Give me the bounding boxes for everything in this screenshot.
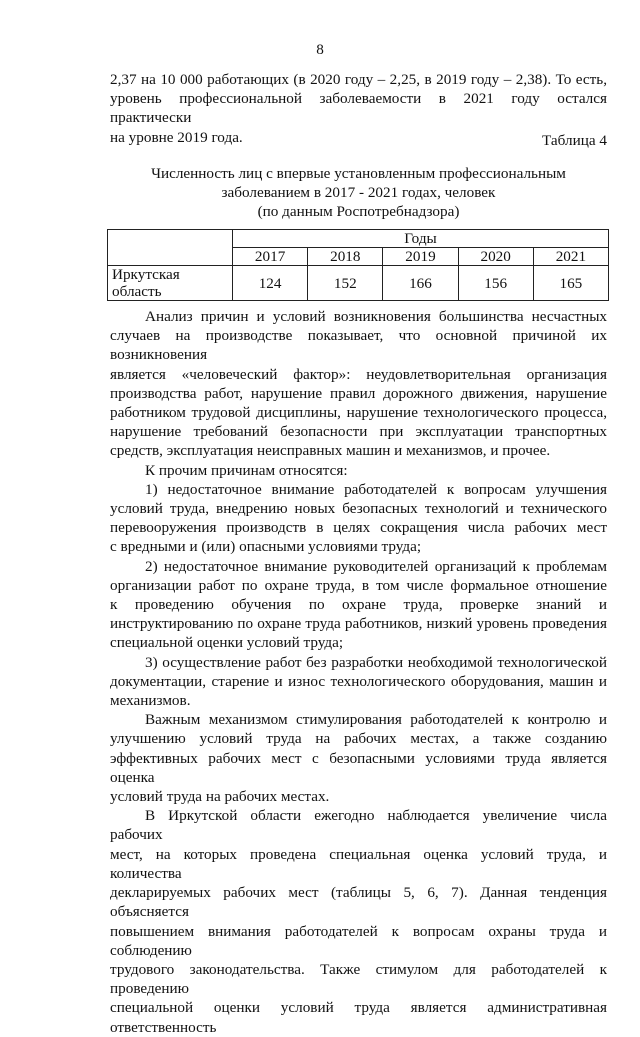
table-label: Таблица 4 bbox=[542, 132, 607, 149]
text-line: инструктированию по охране труда работников, низкий уровень проведения bbox=[110, 615, 607, 633]
text-line: эффективных рабочих мест с безопасными условиями труда является оценка bbox=[110, 749, 607, 786]
text-line: случаев на производстве показывает, что основной причиной их возникновения bbox=[110, 327, 607, 364]
text-line: нарушение требований безопасности при эксплуатации транспортных bbox=[110, 423, 607, 441]
text-line: механизмов. bbox=[110, 692, 191, 710]
text-line: декларируемых рабочих мест (таблицы 5, 6, 7). Данная тенденция объясняется bbox=[110, 884, 607, 921]
years-group-header: Годы bbox=[233, 230, 609, 248]
text-line: документации, старение и износ технологического оборудования, машин и bbox=[110, 672, 607, 690]
text-line: повышением внимания работодателей к вопросам охраны труда и соблюдению bbox=[110, 922, 607, 959]
text-line: 3) осуществление работ без разработки необходимой технологической bbox=[145, 653, 607, 671]
text-line: средств, эксплуатация неисправных машин и механизмов, и прочее. bbox=[110, 442, 551, 460]
body-paragraph bbox=[110, 557, 607, 653]
value-cell: 152 bbox=[308, 266, 383, 301]
value-cell: 165 bbox=[533, 266, 608, 301]
intro-paragraph bbox=[110, 70, 607, 147]
body-paragraph bbox=[110, 480, 607, 557]
year-header-cell: 2017 bbox=[233, 248, 308, 266]
text-line: работником трудовой дисциплины, нарушение технологического процесса, bbox=[110, 404, 607, 422]
text-line: К прочим причинам относятся: bbox=[145, 461, 348, 479]
table-header-row bbox=[108, 230, 609, 248]
body-paragraph bbox=[110, 461, 607, 480]
table-title-line: Численность лиц с впервые установленным профессиональным bbox=[151, 165, 566, 182]
text-line: В Иркутской области ежегодно наблюдается увеличение числа рабочих bbox=[110, 807, 607, 844]
text-line: перевооружения производств в целях сокращения числа рабочих мест bbox=[110, 519, 607, 537]
text-line: уровень профессиональной заболеваемости в 2021 году остался практически bbox=[110, 90, 607, 127]
text-line: является «человеческий фактор»: неудовлетворительная организация bbox=[110, 365, 607, 383]
year-header-cell: 2018 bbox=[308, 248, 383, 266]
table-title bbox=[110, 164, 607, 222]
table-corner-cell bbox=[108, 230, 233, 266]
year-header-cell: 2021 bbox=[533, 248, 608, 266]
text-line: 2,37 на 10 000 работающих (в 2020 году – 2,25, в 2019 году – 2,38). То есть, bbox=[110, 71, 607, 88]
text-line: с вредными и (или) опасными условиями труда; bbox=[110, 538, 422, 556]
text-line: Важным механизмом стимулирования работодателей к контролю и bbox=[145, 711, 607, 729]
table-title-line: заболеванием в 2017 - 2021 годах, человек bbox=[221, 184, 496, 202]
text-line: специальной оценки условий труда; bbox=[110, 634, 344, 652]
text-line: трудового законодательства. Также стимулом для работодателей к проведению bbox=[110, 960, 607, 998]
value-cell: 166 bbox=[383, 266, 458, 301]
text-line: производства работ, нарушение правил дорожного движения, нарушение bbox=[110, 384, 607, 402]
year-header-cell: 2019 bbox=[383, 248, 458, 266]
text-line: 2) недостаточное внимание руководителей организаций к проблемам bbox=[145, 557, 607, 575]
text-line: условий труда, внедрению новых безопасных технологий и технического bbox=[110, 500, 607, 518]
table-title-line: (по данным Роспотребнадзора) bbox=[257, 203, 460, 221]
body-paragraph bbox=[110, 806, 607, 1036]
body-paragraph bbox=[110, 710, 607, 806]
text-line: мест, на которых проведена специальная оценка условий труда, и количества bbox=[110, 845, 607, 882]
value-cell: 156 bbox=[458, 266, 533, 301]
page-number: 8 bbox=[316, 41, 324, 58]
text-line: к проведению обучения по охране труда, проверке знаний и bbox=[110, 596, 607, 614]
value-cell: 124 bbox=[233, 266, 308, 301]
text-line: специальной оценки условий труда является административная ответственность bbox=[110, 999, 607, 1036]
text-line: Анализ причин и условий возникновения большинства несчастных bbox=[145, 308, 607, 325]
table-row bbox=[108, 266, 609, 301]
text-line: организации работ по охране труда, в том числе формальное отношение bbox=[110, 576, 607, 594]
text-line: 1) недостаточное внимание работодателей к вопросам улучшения bbox=[145, 480, 607, 498]
body-paragraph bbox=[110, 307, 607, 461]
data-table bbox=[107, 229, 609, 301]
row-label-cell: Иркутская область bbox=[108, 266, 233, 301]
text-line: на уровне 2019 года. bbox=[110, 128, 243, 146]
body-text bbox=[110, 307, 607, 1037]
body-paragraph bbox=[110, 653, 607, 711]
text-line: улучшению условий труда на рабочих местах, а также созданию bbox=[110, 730, 607, 748]
text-line: условий труда на рабочих местах. bbox=[110, 788, 330, 806]
year-header-cell: 2020 bbox=[458, 248, 533, 266]
